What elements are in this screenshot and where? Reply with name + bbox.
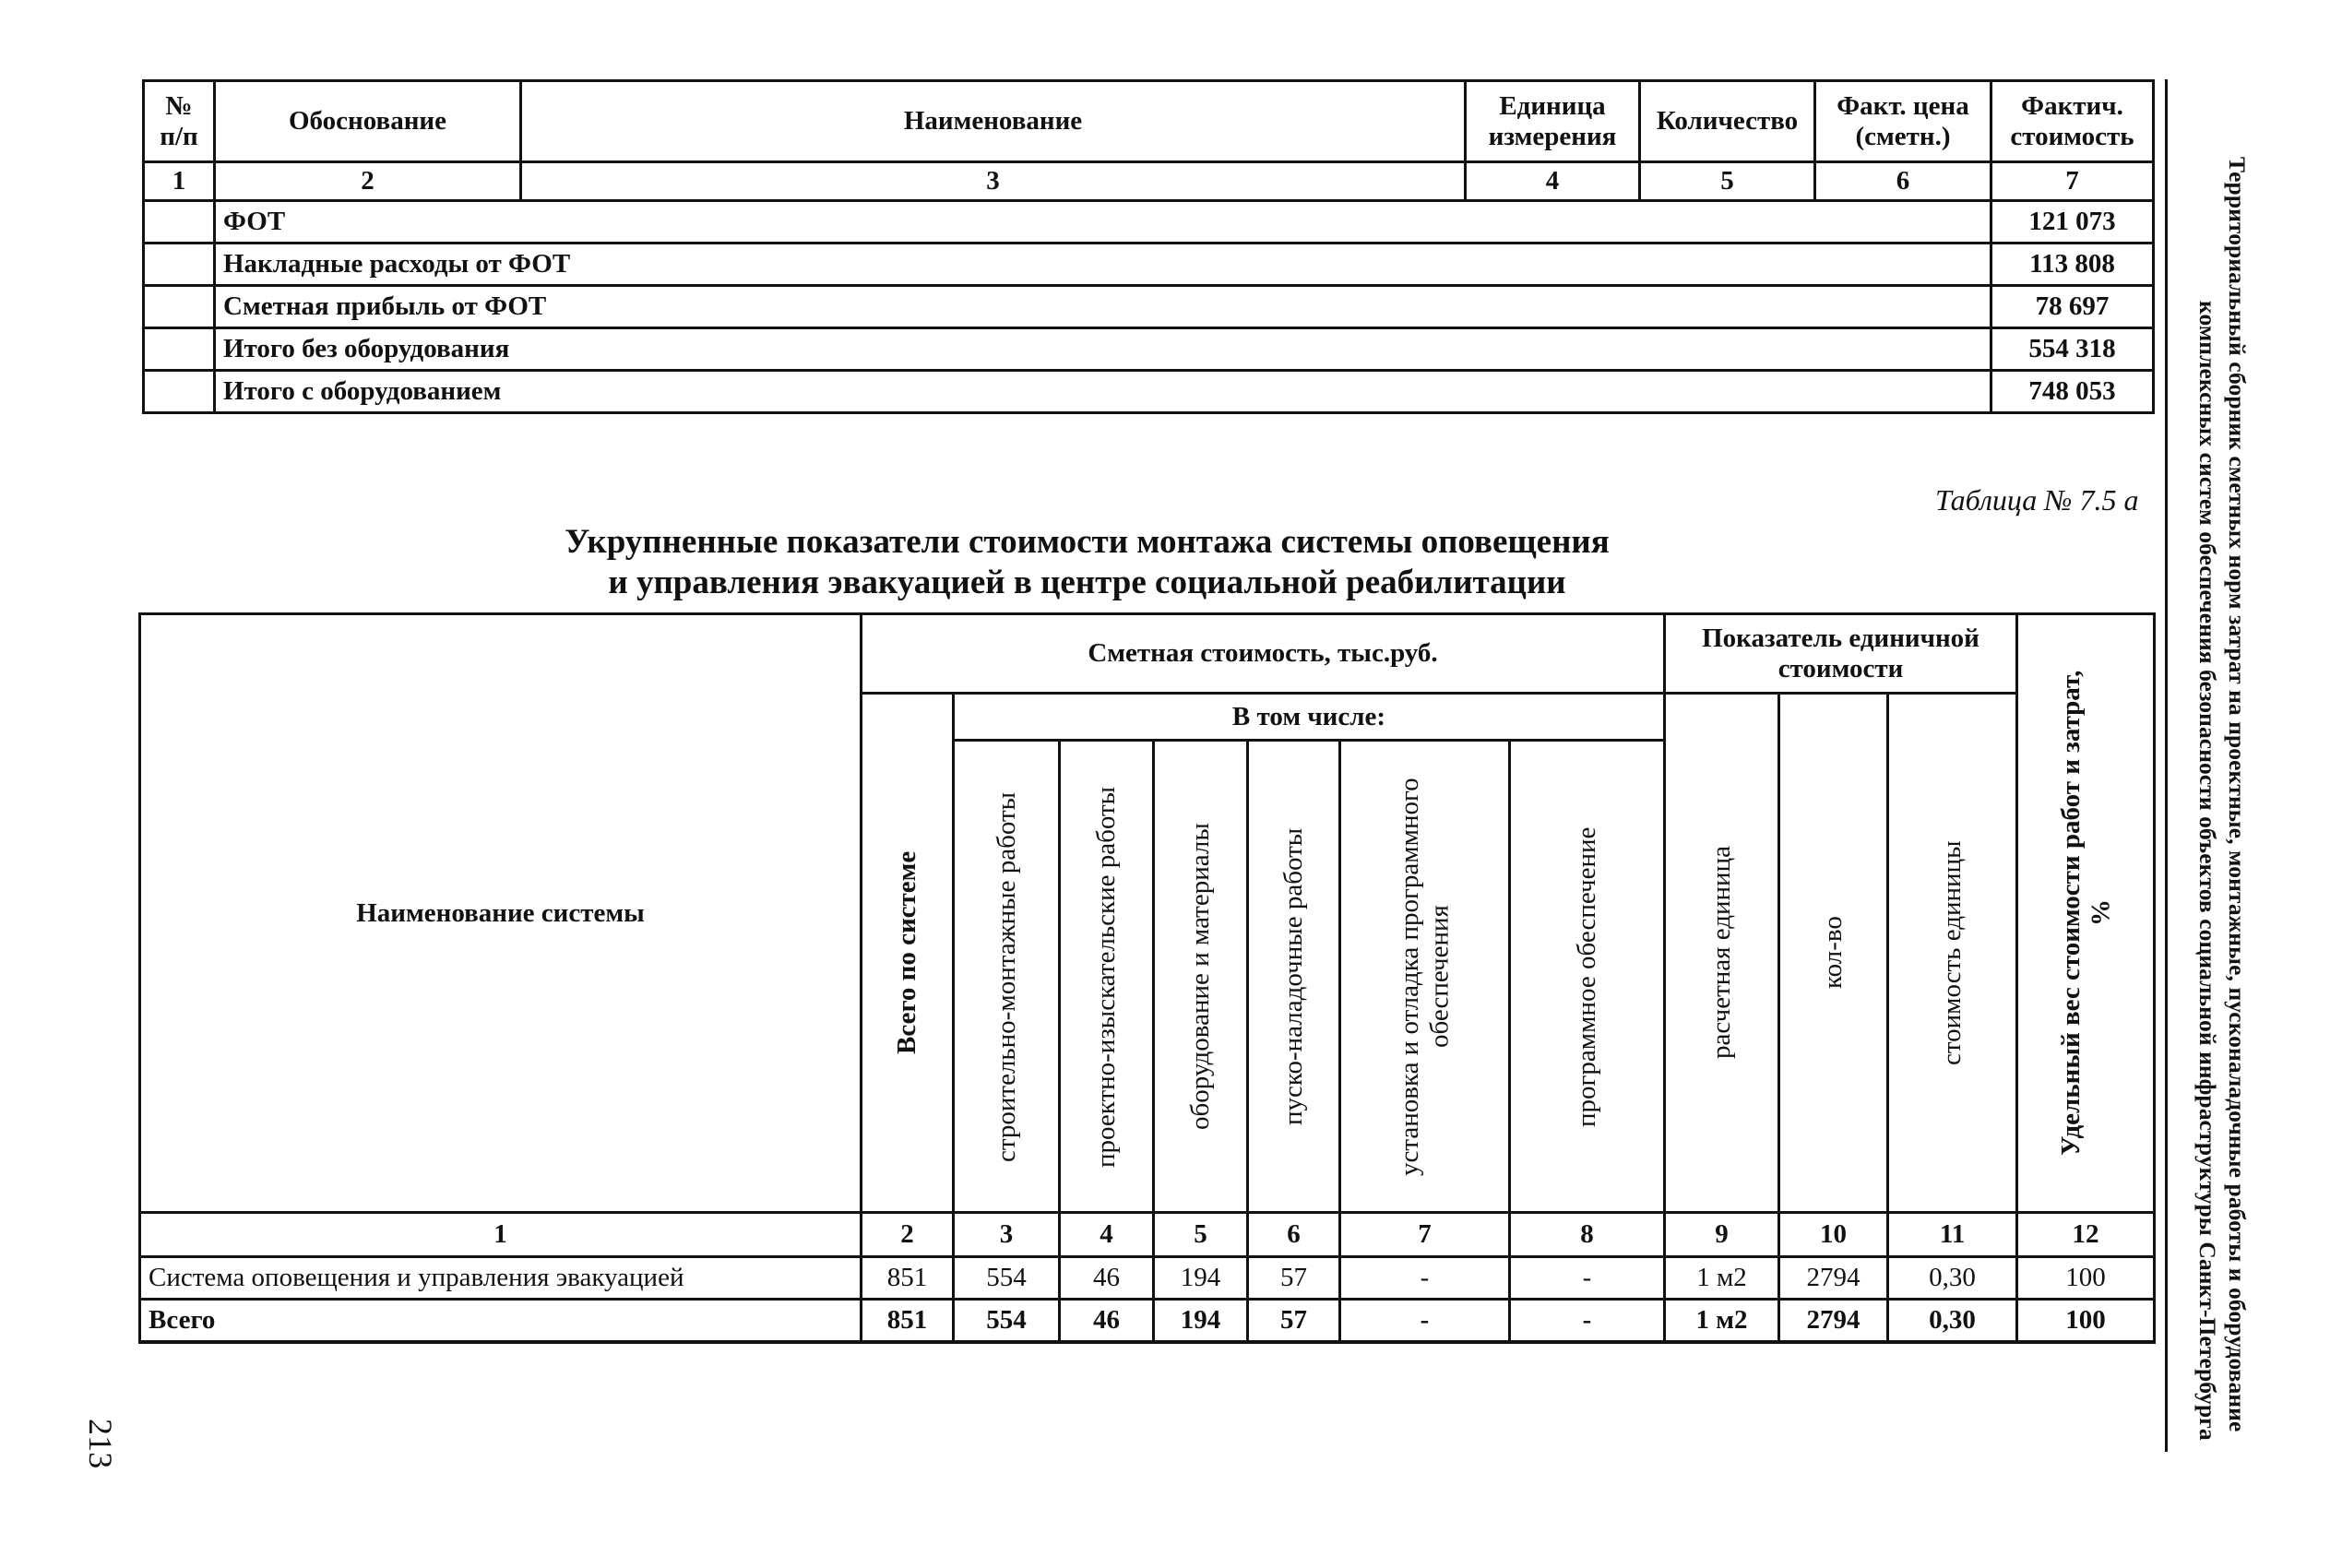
table-row-total: Всего 851 554 46 194 57 - - 1 м2 2794 0,30 100 (140, 1300, 2155, 1342)
header-construction: строительно-монтажные работы (954, 741, 1060, 1213)
col-number: 2 (215, 162, 521, 201)
title-line-2: и управления эвакуацией в центре социальной реабилитации (608, 564, 1566, 601)
header-system-name: Наименование системы (140, 614, 862, 1213)
header-qty: кол-во (1779, 694, 1888, 1213)
header-share (2017, 614, 2155, 1213)
col-number: 6 (1248, 1213, 1340, 1257)
col-number: 5 (1154, 1213, 1248, 1257)
indicators-table (138, 612, 2156, 1344)
col-number: 10 (1779, 1213, 1888, 1257)
table-row (144, 201, 2154, 244)
col-number: 5 (1640, 162, 1815, 201)
page-number: 213 (82, 1419, 119, 1469)
header-software: программное обеспечение (1510, 741, 1665, 1213)
col-number: 7 (1991, 162, 2154, 201)
page-title (142, 522, 2152, 603)
cost-summary-table (142, 79, 2155, 414)
row-label: Итого с оборудованием (215, 371, 1991, 413)
system-name: Система оповещения и управления эвакуацией (140, 1257, 862, 1300)
header-unit-indicator: Показатель единичной стоимости (1665, 614, 2017, 694)
table-row (144, 244, 2154, 286)
header-cost: Фактич. стоимость (1991, 81, 2154, 162)
row-value: 748 053 (1991, 371, 2154, 413)
header-including: В том числе: (954, 694, 1665, 741)
total-label: Всего (140, 1300, 862, 1342)
col-number: 7 (1340, 1213, 1510, 1257)
header-basis: Обоснование (215, 81, 521, 162)
header-unit: Единица измерения (1466, 81, 1640, 162)
col-number: 3 (954, 1213, 1060, 1257)
header-commissioning: пуско-наладочные работы (1248, 741, 1340, 1213)
col-number: 9 (1665, 1213, 1779, 1257)
table-row (144, 286, 2154, 328)
row-value: 554 318 (1991, 328, 2154, 371)
table-row (144, 371, 2154, 413)
table-row (144, 328, 2154, 371)
row-value: 78 697 (1991, 286, 2154, 328)
side-header-line-1: Территориальный сборник сметных норм затрат на проектные, монтажные, пусконаладочные работы и оборудование (2224, 157, 2251, 1432)
header-calc-unit: расчетная единица (1665, 694, 1779, 1213)
header-equipment: оборудование и материалы (1154, 741, 1248, 1213)
header-total: Всего по системе (862, 694, 954, 1213)
header-num: № п/п (144, 81, 215, 162)
header-name: Наименование (521, 81, 1466, 162)
row-value: 121 073 (1991, 201, 2154, 244)
col-number: 2 (862, 1213, 954, 1257)
col-number: 3 (521, 162, 1466, 201)
col-number: 8 (1510, 1213, 1665, 1257)
col-number: 4 (1466, 162, 1640, 201)
header-design: проектно-изыскательские работы (1060, 741, 1154, 1213)
header-sw-install: установка и отладка программного обеспечения (1340, 741, 1510, 1213)
side-divider-line (2165, 79, 2168, 1452)
col-number: 12 (2017, 1213, 2155, 1257)
col-number: 4 (1060, 1213, 1154, 1257)
header-price: Факт. цена (сметн.) (1815, 81, 1991, 162)
col-number: 11 (1888, 1213, 2017, 1257)
header-estimated-cost: Сметная стоимость, тыс.руб. (862, 614, 1665, 694)
row-label: Итого без оборудования (215, 328, 1991, 371)
side-header-line-2: комплексных систем обеспечения безопасности объектов социальной инфраструктуры Санкт-Петербурга (2194, 301, 2221, 1441)
table-caption: Таблица № 7.5 а (1935, 483, 2139, 517)
row-label: Сметная прибыль от ФОТ (215, 286, 1991, 328)
row-label: ФОТ (215, 201, 1991, 244)
header-quantity: Количество (1640, 81, 1815, 162)
header-unit-cost: стоимость единицы (1888, 694, 2017, 1213)
col-number: 1 (144, 162, 215, 201)
col-number: 6 (1815, 162, 1991, 201)
col-number: 1 (140, 1213, 862, 1257)
title-line-1: Укрупненные показатели стоимости монтажа системы оповещения (565, 523, 1610, 561)
row-value: 113 808 (1991, 244, 2154, 286)
header-share-text: Удельный вес стоимости работ и затрат, % (2055, 670, 2116, 1157)
table-row: Система оповещения и управления эвакуацией 851 554 46 194 57 - - 1 м2 2794 0,30 100 (140, 1257, 2155, 1300)
row-label: Накладные расходы от ФОТ (215, 244, 1991, 286)
